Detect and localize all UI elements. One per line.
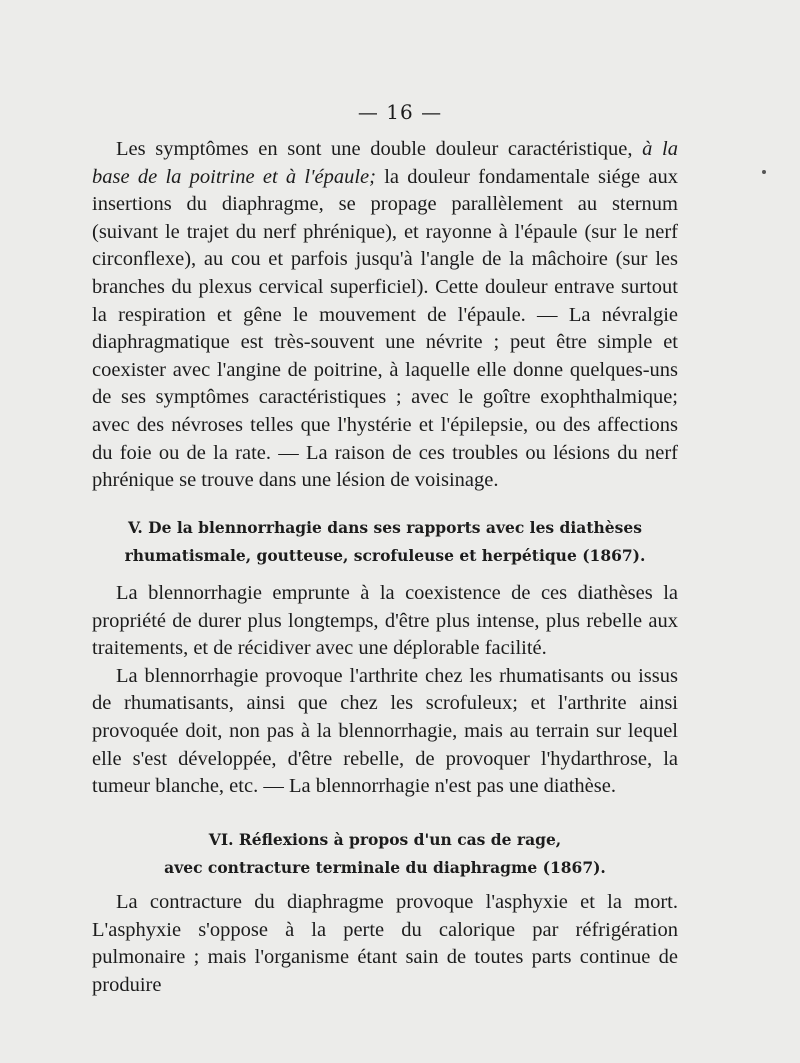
section-v-paragraph-1: La blennorrhagie emprunte à la coexistence de ces diathèses la propriété de durer plus longtemps, d'être plus intense, plus rebelle aux traitements, et de récidiver avec une déplorable facilité. (92, 582, 678, 660)
intro-text-start: Les symptômes en sont une double douleur caractéristique, (116, 138, 643, 160)
section-vi-heading-line2: avec contracture terminale du diaphragme (1867). (164, 858, 606, 877)
section-vi-body (92, 889, 678, 999)
section-v-heading-line2: rhumatismale, goutteuse, scrofuleuse et herpétique (1867). (124, 546, 646, 565)
intro-paragraph (92, 136, 678, 495)
section-vi-paragraph-1: La contracture du diaphragme provoque l'asphyxie et la mort. L'asphyxie s'oppose à la perte du calorique par réfrigération pulmonaire ; mais l'organisme étant sain de toutes parts continue de produire (92, 891, 678, 996)
section-v-body (92, 580, 678, 801)
ink-speck (762, 170, 766, 174)
section-v-paragraph-2: La blennorrhagie provoque l'arthrite chez les rhumatisants ou issus de rhumatisants, ainsi que chez les scrofuleux; et l'arthrite ainsi provoquée doit, non pas à la blennorrhagie, mais au terrain sur lequel elle s'est développée, d'être rebelle, de provoquer l'hydarthrose, la tumeur blanche, etc. — La blennorrhagie n'est pas une diathèse. (92, 664, 678, 798)
section-vi-heading (92, 826, 678, 882)
intro-section (92, 136, 678, 495)
section-v-heading-line1: V. De la blennorrhagie dans ses rapports avec les diathèses (128, 518, 642, 537)
page-number: — 16 — (357, 100, 443, 124)
section-v-heading (92, 514, 678, 570)
intro-text-italic: à la base de la poitrine et à l'épaule; (92, 138, 678, 188)
intro-text-rest: la douleur fondamentale siége aux insertions du diaphragme, se propage parallèlement au sternum (suivant le trajet du nerf phrénique), et rayonne à l'épaule (sur le nerf circonflexe), au cou et parfois jusqu'à l'angle de la mâchoire (sur les branches du plexus cervical superficiel). Cette douleur entrave surtout la respiration et gêne le mouvement de l'épaule. — La névralgie diaphragmatique est très-souvent une névrite ; peut être simple et coexister avec l'angine de poitrine, à laquelle elle donne quelques-uns de ses symptômes caractéristiques ; avec le goître exophthalmique; avec des névroses telles que l'hystérie et l'épilepsie, ou des affections du foie ou de la rate. — La raison de ces troubles ou lésions du nerf phrénique se trouve dans une lésion de voisinage. (92, 165, 678, 492)
section-vi-heading-line1: VI. Réflexions à propos d'un cas de rage, (208, 830, 562, 849)
